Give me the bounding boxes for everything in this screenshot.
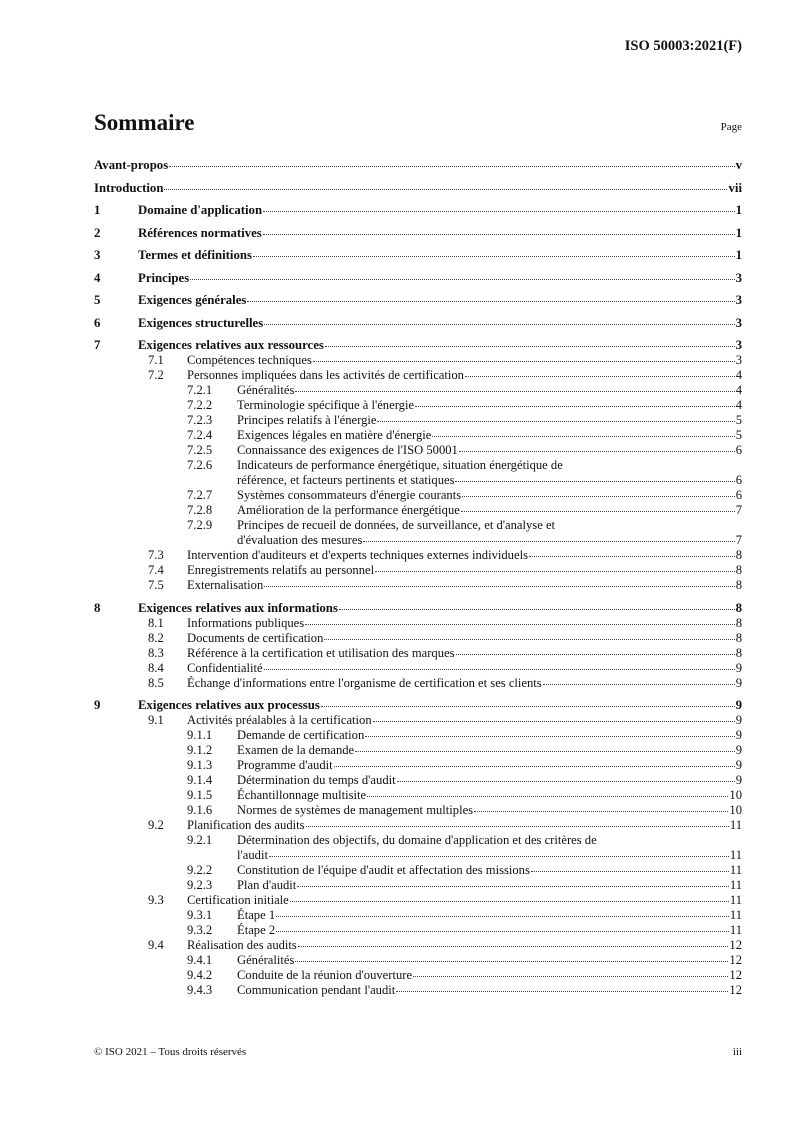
toc-entry[interactable] <box>94 338 742 353</box>
toc-entry-page: 9 <box>735 698 742 712</box>
toc-entry-title: Exigences légales en matière d'énergie <box>237 428 432 442</box>
dot-leader <box>529 556 735 557</box>
dot-leader <box>373 721 735 722</box>
toc-entry-page: 8 <box>735 563 742 577</box>
toc-entry-title: Enregistrements relatifs au personnel <box>187 563 375 577</box>
toc-entry-page: 5 <box>735 428 742 442</box>
toc-entry-number: 9.4.3 <box>187 983 213 997</box>
toc-entry-title: Constitution de l'équipe d'audit et affectation des missions <box>237 863 530 877</box>
toc-entry[interactable] <box>94 616 742 631</box>
toc-entry-page: 9 <box>735 758 742 772</box>
toc-entry-number: 9 <box>94 698 101 712</box>
toc-entry-page: 10 <box>729 788 742 802</box>
dot-leader <box>264 586 734 587</box>
toc-entry-number: 8 <box>94 600 101 615</box>
toc-entry-page: 9 <box>735 743 742 757</box>
toc-entry-page: 8 <box>735 645 742 660</box>
dot-leader <box>461 511 735 512</box>
toc-entry-page: 7 <box>735 533 742 547</box>
toc-entry-page: 8 <box>735 600 742 615</box>
page-number: iii <box>732 1046 742 1058</box>
toc-entry-page: 4 <box>735 383 742 397</box>
toc-entry[interactable] <box>94 383 742 398</box>
toc-entry-number: 7.2.1 <box>187 383 213 397</box>
toc-entry-title: Domaine d'application <box>138 203 263 217</box>
toc-entry-number: 7.1 <box>148 353 164 367</box>
toc-entry[interactable] <box>94 803 742 818</box>
toc-entry-number: 7.2.4 <box>187 428 213 442</box>
toc-entry[interactable] <box>94 923 742 938</box>
toc-entry-number: 7.2.5 <box>187 443 213 457</box>
toc-entry-title: Exigences relatives aux processus <box>138 698 320 712</box>
toc-entry-page: 6 <box>735 473 742 487</box>
toc-entry-number: 9.1.2 <box>187 743 213 757</box>
toc-entry-title: Détermination des objectifs, du domaine d'application et des critères de <box>237 833 597 847</box>
dot-leader <box>276 931 729 932</box>
toc-entry[interactable] <box>94 646 742 661</box>
toc-entry[interactable] <box>94 458 742 488</box>
toc-entry-number: 7.3 <box>148 548 164 562</box>
toc-entry[interactable] <box>94 983 742 998</box>
toc-entry-title: Personnes impliquées dans les activités de certification <box>187 368 464 382</box>
toc-entry-title: Introduction <box>94 180 164 195</box>
toc-entry-number: 6 <box>94 315 101 330</box>
toc-entry-title: Planification des audits <box>187 818 305 832</box>
toc-entry[interactable] <box>94 773 742 788</box>
toc-entry-page: 11 <box>729 908 742 922</box>
dot-leader <box>543 684 735 685</box>
toc-entry-title: Réalisation des audits <box>187 938 297 952</box>
toc-entry-title: Programme d'audit <box>237 758 333 772</box>
toc-entry-title: Amélioration de la performance énergétique <box>237 503 460 517</box>
dot-leader <box>290 901 729 902</box>
dot-leader <box>321 706 735 707</box>
toc-entry-title: Généralités <box>237 953 295 967</box>
toc-entry[interactable] <box>94 878 742 893</box>
dot-leader <box>190 279 734 280</box>
toc-entry-title: Examen de la demande <box>237 743 355 757</box>
toc-entry-title: Principes <box>138 270 190 285</box>
toc-entry[interactable] <box>94 368 742 383</box>
dot-leader <box>276 916 729 917</box>
toc-entry[interactable] <box>94 631 742 646</box>
dot-leader <box>295 961 728 962</box>
toc-entry-title: Échange d'informations entre l'organisme de certification et ses clients <box>187 675 542 690</box>
toc-entry[interactable] <box>94 578 742 593</box>
dot-leader <box>339 609 735 610</box>
toc-entry-title: Terminologie spécifique à l'énergie <box>237 398 415 412</box>
toc-entry-page: vii <box>728 180 742 195</box>
toc-entry-number: 9.3 <box>148 893 164 907</box>
toc-entry-number: 9.3.1 <box>187 908 213 922</box>
toc-entry-title: Demande de certification <box>237 728 365 742</box>
toc-entry-title: Avant-propos <box>94 158 169 172</box>
dot-leader <box>375 571 735 572</box>
toc-entry[interactable] <box>94 316 742 331</box>
toc-entry-number: 9.4.2 <box>187 968 213 982</box>
toc-entry-number: 7.2.7 <box>187 488 213 502</box>
toc-entry[interactable] <box>94 713 742 728</box>
toc-entry-title: Communication pendant l'audit <box>237 983 396 997</box>
toc-entry-page: 8 <box>735 615 742 630</box>
toc-entry-number: 7.4 <box>148 563 164 577</box>
dot-leader <box>367 796 728 797</box>
toc-entry-page: 10 <box>729 803 742 817</box>
toc-entry-page: 11 <box>729 818 742 832</box>
toc-entry-page: 12 <box>729 968 742 982</box>
toc-entry-number: 9.3.2 <box>187 923 213 937</box>
dot-leader <box>455 481 734 482</box>
toc-entry-page: 12 <box>729 983 742 997</box>
toc-entry-page: 9 <box>735 773 742 787</box>
toc-entry-page: 3 <box>735 315 742 330</box>
toc-entry-page: 8 <box>735 578 742 592</box>
toc-entry-number: 9.4.1 <box>187 953 213 967</box>
dot-leader <box>415 406 735 407</box>
toc-entry-page: 11 <box>729 893 742 907</box>
dot-leader <box>324 639 734 640</box>
toc-entry-page: 12 <box>729 953 742 967</box>
toc-entry-page: 11 <box>729 848 742 862</box>
toc-entry-title: Exigences relatives aux informations <box>138 600 338 615</box>
toc-entry[interactable] <box>94 503 742 518</box>
toc-entry-number: 9.1.3 <box>187 758 213 772</box>
toc-entry-number: 9.4 <box>148 938 164 952</box>
dot-leader <box>432 436 734 437</box>
toc-entry-number: 9.2 <box>148 818 164 832</box>
toc-entry-page: v <box>735 158 742 172</box>
toc-entry[interactable] <box>94 563 742 578</box>
toc-entry-title: Références normatives <box>138 225 262 240</box>
toc-entry-number: 7.2.9 <box>187 518 213 532</box>
toc-entry-page: 9 <box>735 713 742 727</box>
dot-leader <box>334 766 735 767</box>
toc-entry-number: 8.1 <box>148 615 164 630</box>
dot-leader <box>264 669 735 670</box>
toc-entry-page: 7 <box>735 503 742 517</box>
toc-entry-title: Systèmes consommateurs d'énergie courants <box>237 488 462 502</box>
toc-entry-page: 9 <box>735 728 742 742</box>
toc-entry-page: 3 <box>735 293 742 307</box>
toc-entry-title: Principes de recueil de données, de surveillance, et d'analyse et <box>237 518 556 532</box>
toc-entry-number: 7.2.3 <box>187 413 213 427</box>
toc-entry-page: 4 <box>735 398 742 412</box>
page-column-label: Page <box>720 121 742 133</box>
page-title: Sommaire <box>94 110 195 135</box>
toc-entry-page: 3 <box>735 353 742 367</box>
toc-entry-number: 7.2.8 <box>187 503 213 517</box>
toc-entry-page: 11 <box>729 923 742 937</box>
toc-entry-number: 7.2.2 <box>187 398 213 412</box>
toc-entry-number: 5 <box>94 293 101 307</box>
toc-entry-page: 11 <box>729 878 742 892</box>
toc-entry-number: 9.2.3 <box>187 878 213 892</box>
dot-leader <box>263 211 735 212</box>
toc-entry[interactable] <box>94 938 742 953</box>
toc-entry-page: 6 <box>735 443 742 457</box>
toc-entry[interactable] <box>94 248 742 263</box>
toc-entry-number: 8.4 <box>148 660 164 675</box>
toc-entry[interactable] <box>94 968 742 983</box>
toc-entry[interactable] <box>94 893 742 908</box>
toc-entry[interactable] <box>94 908 742 923</box>
toc-entry-number: 9.1.6 <box>187 803 213 817</box>
toc-entry-title: Étape 1 <box>237 908 276 922</box>
toc-entry-title: Étape 2 <box>237 923 276 937</box>
toc-entry-title: Certification initiale <box>187 893 289 907</box>
toc-entry[interactable] <box>94 601 742 616</box>
toc-entry-number: 4 <box>94 270 101 285</box>
dot-leader <box>164 189 727 190</box>
toc-entry[interactable] <box>94 158 742 173</box>
toc-entry-title: Exigences relatives aux ressources <box>138 338 324 352</box>
dot-leader <box>325 346 735 347</box>
toc-entry[interactable] <box>94 226 742 241</box>
toc-entry[interactable] <box>94 833 742 863</box>
toc-entry-title: Exigences générales <box>138 293 247 307</box>
dot-leader <box>313 361 735 362</box>
dot-leader <box>396 991 728 992</box>
toc-entry-number: 9.1.4 <box>187 773 213 787</box>
toc-entry[interactable] <box>94 728 742 743</box>
toc-entry-title: Connaissance des exigences de l'ISO 50001 <box>237 443 458 457</box>
toc-entry-number: 8.2 <box>148 630 164 645</box>
toc-entry-title: Exigences structurelles <box>138 315 264 330</box>
document-id: ISO 50003:2021(F) <box>624 38 742 54</box>
toc-entry-page: 9 <box>735 675 742 690</box>
dot-leader <box>413 976 728 977</box>
dot-leader <box>377 421 734 422</box>
toc-entry[interactable] <box>94 271 742 286</box>
toc-entry-page: 9 <box>735 660 742 675</box>
dot-leader <box>269 856 729 857</box>
toc-entry-number: 7.5 <box>148 578 164 592</box>
dot-leader <box>465 376 735 377</box>
toc-entry[interactable] <box>94 398 742 413</box>
toc-entry-title: Principes relatifs à l'énergie <box>237 413 377 427</box>
toc-entry-page: 1 <box>735 203 742 217</box>
toc-entry-page: 5 <box>735 413 742 427</box>
toc-entry[interactable] <box>94 548 742 563</box>
toc-entry-number: 7.2 <box>148 368 164 382</box>
dot-leader <box>474 811 728 812</box>
toc-entry[interactable] <box>94 488 742 503</box>
toc-entry-number: 3 <box>94 248 101 262</box>
toc-entry[interactable] <box>94 293 742 308</box>
toc-entry-number: 7.2.6 <box>187 458 213 472</box>
toc-entry[interactable] <box>94 698 742 713</box>
toc-entry-title: Externalisation <box>187 578 264 592</box>
toc-entry-title: Référence à la certification et utilisation des marques <box>187 645 455 660</box>
dot-leader <box>306 826 729 827</box>
toc-entry[interactable] <box>94 676 742 691</box>
toc-entry-title: d'évaluation des mesures <box>237 533 363 547</box>
toc-entry-title: Documents de certification <box>187 630 324 645</box>
dot-leader <box>297 886 729 887</box>
dot-leader <box>363 541 734 542</box>
dot-leader <box>298 946 729 947</box>
toc-entry-title: Termes et définitions <box>138 248 252 262</box>
toc-entry-number: 9.1 <box>148 713 164 727</box>
toc-entry-number: 2 <box>94 225 101 240</box>
toc-entry-number: 1 <box>94 203 101 217</box>
toc-entry-page: 1 <box>735 248 742 262</box>
dot-leader <box>365 736 734 737</box>
toc-entry-title: Échantillonnage multisite <box>237 788 367 802</box>
toc-entry-number: 8.3 <box>148 645 164 660</box>
toc-entry-page: 3 <box>735 270 742 285</box>
toc-entry-number: 9.1.1 <box>187 728 213 742</box>
toc-entry[interactable] <box>94 953 742 968</box>
toc-entry-page: 8 <box>735 548 742 562</box>
toc-entry[interactable] <box>94 818 742 833</box>
dot-leader <box>355 751 735 752</box>
toc-entry-title: référence, et facteurs pertinents et statiques <box>237 473 455 487</box>
toc-entry-number: 9.1.5 <box>187 788 213 802</box>
toc-entry[interactable] <box>94 413 742 428</box>
toc-entry-title: l'audit <box>237 848 268 862</box>
dot-leader <box>456 654 735 655</box>
toc-entry[interactable] <box>94 743 742 758</box>
toc-entry-page: 8 <box>735 630 742 645</box>
toc-entry-title: Activités préalables à la certification <box>187 713 372 727</box>
toc-entry-title: Généralités <box>237 383 295 397</box>
toc-entry[interactable] <box>94 443 742 458</box>
dot-leader <box>305 624 735 625</box>
dot-leader <box>397 781 735 782</box>
toc-entry-page: 3 <box>735 338 742 352</box>
toc-entry-page: 1 <box>735 225 742 240</box>
toc-entry[interactable] <box>94 788 742 803</box>
toc-entry-title: Compétences techniques <box>187 353 312 367</box>
toc-entry[interactable] <box>94 181 742 196</box>
dot-leader <box>531 871 729 872</box>
dot-leader <box>169 166 734 167</box>
dot-leader <box>295 391 734 392</box>
toc-entry[interactable] <box>94 661 742 676</box>
copyright-footer: © ISO 2021 – Tous droits réservés <box>94 1046 247 1058</box>
dot-leader <box>263 234 735 235</box>
toc-entry-title: Indicateurs de performance énergétique, situation énergétique de <box>237 458 563 472</box>
toc-entry-number: 9.2.2 <box>187 863 213 877</box>
toc-entry-page: 4 <box>735 368 742 382</box>
toc-entry-title: Détermination du temps d'audit <box>237 773 396 787</box>
toc-entry-number: 8.5 <box>148 675 164 690</box>
toc-entry-page: 12 <box>729 938 742 952</box>
toc-entry[interactable] <box>94 353 742 368</box>
toc-entry[interactable] <box>94 518 742 548</box>
dot-leader <box>247 301 734 302</box>
toc-entry[interactable] <box>94 758 742 773</box>
toc-entry-title: Informations publiques <box>187 615 305 630</box>
toc-entry-title: Intervention d'auditeurs et d'experts techniques externes individuels <box>187 548 528 562</box>
dot-leader <box>459 451 735 452</box>
dot-leader <box>253 256 735 257</box>
toc-entry[interactable] <box>94 863 742 878</box>
toc-entry-title: Confidentialité <box>187 660 263 675</box>
toc-entry-number: 7 <box>94 338 101 352</box>
toc-entry-page: 6 <box>735 488 742 502</box>
dot-leader <box>462 496 735 497</box>
toc-entry[interactable] <box>94 203 742 218</box>
toc-entry-title: Normes de systèmes de management multiples <box>237 803 474 817</box>
toc-entry-number: 9.2.1 <box>187 833 213 847</box>
toc-entry-page: 11 <box>729 863 742 877</box>
dot-leader <box>264 324 734 325</box>
toc-entry[interactable] <box>94 428 742 443</box>
table-of-contents <box>94 158 742 998</box>
toc-entry-title: Conduite de la réunion d'ouverture <box>237 968 413 982</box>
toc-entry-title: Plan d'audit <box>237 878 297 892</box>
